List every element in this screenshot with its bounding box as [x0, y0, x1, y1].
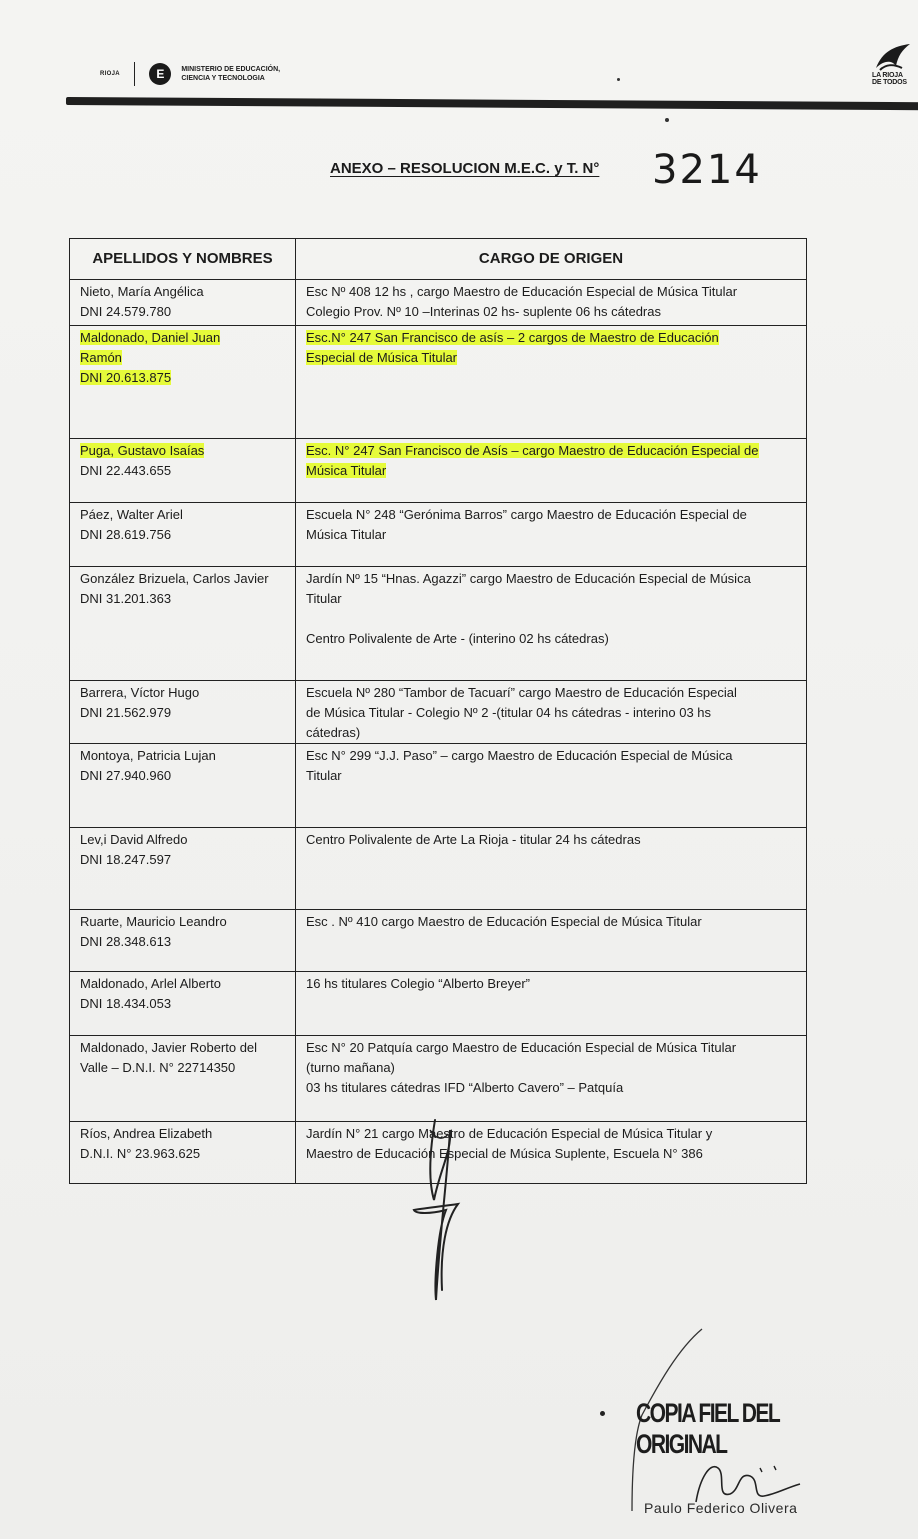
- handwritten-signature: [400, 1110, 480, 1320]
- cargo-line: Titular: [306, 591, 342, 606]
- cell-name: [70, 503, 296, 567]
- table-row: [70, 280, 807, 326]
- cell-cargo: [296, 681, 807, 744]
- cell-name: [70, 972, 296, 1036]
- cell-cargo: [296, 1036, 807, 1122]
- name-line: DNI 28.348.613: [80, 934, 172, 949]
- cargo-line: Escuela Nº 280 “Tambor de Tacuarí” cargo Maestro de Educación Especial: [306, 685, 737, 700]
- name-line: Maldonado, Javier Roberto del: [80, 1040, 258, 1055]
- cargo-line: cátedras): [306, 725, 361, 740]
- cell-name: [70, 439, 296, 503]
- cell-cargo: [296, 567, 807, 681]
- ministry-header: [100, 62, 280, 86]
- brand-line-1: LA RIOJA: [872, 72, 903, 79]
- cargo-line: Música Titular: [306, 463, 387, 478]
- cargo-line: Colegio Prov. Nº 10 –Interinas 02 hs- suplente 06 hs cátedras: [306, 304, 661, 319]
- table-header-row: [70, 239, 807, 280]
- name-line: Ramón: [80, 350, 122, 365]
- table-row: [70, 972, 807, 1036]
- speck: [665, 118, 669, 122]
- cell-cargo: [296, 1122, 807, 1184]
- la-rioja-logo-icon: [872, 42, 912, 72]
- cell-name: [70, 1036, 296, 1122]
- header-rule: [66, 97, 918, 110]
- table-row: [70, 503, 807, 567]
- cargo-line: de Música Titular - Colegio Nº 2 -(titular 04 hs cátedras - interino 03 hs: [306, 705, 712, 720]
- resolution-number: 3214: [652, 147, 762, 193]
- cargo-line: Maestro de Educación Especial de Música Suplente, Escuela N° 386: [306, 1146, 703, 1161]
- name-line: Ruarte, Mauricio Leandro: [80, 914, 227, 929]
- name-line: DNI 31.201.363: [80, 591, 172, 606]
- name-line: Páez, Walter Ariel: [80, 507, 183, 522]
- name-line: Nieto, María Angélica: [80, 284, 204, 299]
- cell-cargo: [296, 910, 807, 972]
- cell-name: [70, 681, 296, 744]
- name-line: DNI 20.613.875: [80, 370, 172, 385]
- table-row: [70, 828, 807, 910]
- table-row: [70, 744, 807, 828]
- name-line: DNI 18.247.597: [80, 852, 172, 867]
- name-line: Maldonado, Daniel Juan: [80, 330, 221, 345]
- cell-name: [70, 910, 296, 972]
- cell-cargo: [296, 503, 807, 567]
- cell-cargo: [296, 439, 807, 503]
- speck: [617, 78, 620, 81]
- cargo-line: 16 hs titulares Colegio “Alberto Breyer”: [306, 976, 530, 991]
- cargo-line: Centro Polivalente de Arte - (interino 02 hs cátedras): [306, 631, 609, 646]
- name-line: DNI 18.434.053: [80, 996, 172, 1011]
- cargo-line: Titular: [306, 768, 342, 783]
- name-line: Lev,i David Alfredo: [80, 832, 188, 847]
- table-row: [70, 567, 807, 681]
- cell-name: [70, 326, 296, 439]
- annex-title: ANEXO – RESOLUCION M.E.C. y T. N°: [330, 160, 600, 177]
- cell-cargo: [296, 280, 807, 326]
- name-line: DNI 27.940.960: [80, 768, 172, 783]
- province-fragment: RIOJA: [100, 71, 120, 77]
- table-row: [70, 326, 807, 439]
- column-header-names: APELLIDOS Y NOMBRES: [70, 239, 296, 280]
- cargo-line: Escuela N° 248 “Gerónima Barros” cargo Maestro de Educación Especial de: [306, 507, 747, 522]
- cell-name: [70, 280, 296, 326]
- cargo-line: Esc Nº 408 12 hs , cargo Maestro de Educación Especial de Música Titular: [306, 284, 738, 299]
- header-divider: [134, 62, 136, 86]
- column-header-cargo: CARGO DE ORIGEN: [296, 239, 807, 280]
- name-line: Maldonado, Arlel Alberto: [80, 976, 221, 991]
- personnel-table: [69, 238, 807, 1184]
- name-line: Valle – D.N.I. N° 22714350: [80, 1060, 236, 1075]
- name-line: Montoya, Patricia Lujan: [80, 748, 216, 763]
- table-row: [70, 681, 807, 744]
- cargo-line: Especial de Música Titular: [306, 350, 458, 365]
- brand-line-2: DE TODOS: [872, 79, 907, 86]
- cargo-line: Jardín N° 21 cargo Maestro de Educación Especial de Música Titular y: [306, 1126, 713, 1141]
- cell-name: [70, 567, 296, 681]
- certified-copy-stamp: COPIA FIEL DEL ORIGINAL: [636, 1398, 779, 1459]
- table-row: [70, 1036, 807, 1122]
- cargo-line: Esc . Nº 410 cargo Maestro de Educación Especial de Música Titular: [306, 914, 702, 929]
- cell-cargo: [296, 326, 807, 439]
- name-line: González Brizuela, Carlos Javier: [80, 571, 269, 586]
- cargo-line: Esc. N° 247 San Francisco de Asís – cargo Maestro de Educación Especial de: [306, 443, 759, 458]
- cargo-line: 03 hs titulares cátedras IFD “Alberto Cavero” – Patquía: [306, 1080, 624, 1095]
- cargo-line: Centro Polivalente de Arte La Rioja - titular 24 hs cátedras: [306, 832, 641, 847]
- bullet-dot: [600, 1411, 605, 1416]
- cell-name: [70, 744, 296, 828]
- name-line: D.N.I. N° 23.963.625: [80, 1146, 201, 1161]
- cell-name: [70, 828, 296, 910]
- name-line: DNI 24.579.780: [80, 304, 172, 319]
- ministry-line-1: MINISTERIO DE EDUCACIÓN,: [181, 66, 281, 73]
- cargo-line: Esc N° 20 Patquía cargo Maestro de Educación Especial de Música Titular: [306, 1040, 737, 1055]
- name-line: DNI 28.619.756: [80, 527, 172, 542]
- cargo-line: [306, 609, 798, 629]
- cargo-line: Esc.N° 247 San Francisco de asís – 2 cargos de Maestro de Educación: [306, 330, 719, 345]
- table-row: [70, 910, 807, 972]
- ministry-logo-icon: E: [149, 63, 171, 85]
- name-line: DNI 22.443.655: [80, 463, 172, 478]
- la-rioja-brand: [872, 42, 918, 86]
- cargo-line: Esc N° 299 “J.J. Paso” – cargo Maestro de Educación Especial de Música: [306, 748, 733, 763]
- cell-name: [70, 1122, 296, 1184]
- table-row: [70, 439, 807, 503]
- cell-cargo: [296, 972, 807, 1036]
- ministry-name: [181, 65, 280, 83]
- ministry-line-2: CIENCIA Y TECNOLOGIA: [181, 75, 265, 82]
- cell-cargo: [296, 744, 807, 828]
- cell-cargo: [296, 828, 807, 910]
- name-line: Puga, Gustavo Isaías: [80, 443, 205, 458]
- cargo-line: Música Titular: [306, 527, 387, 542]
- cargo-line: Jardín Nº 15 “Hnas. Agazzi” cargo Maestro de Educación Especial de Música: [306, 571, 751, 586]
- name-line: DNI 21.562.979: [80, 705, 172, 720]
- name-line: Barrera, Víctor Hugo: [80, 685, 200, 700]
- cargo-line: (turno mañana): [306, 1060, 395, 1075]
- name-line: Ríos, Andrea Elizabeth: [80, 1126, 213, 1141]
- signer-name: Paulo Federico Olivera: [644, 1500, 798, 1516]
